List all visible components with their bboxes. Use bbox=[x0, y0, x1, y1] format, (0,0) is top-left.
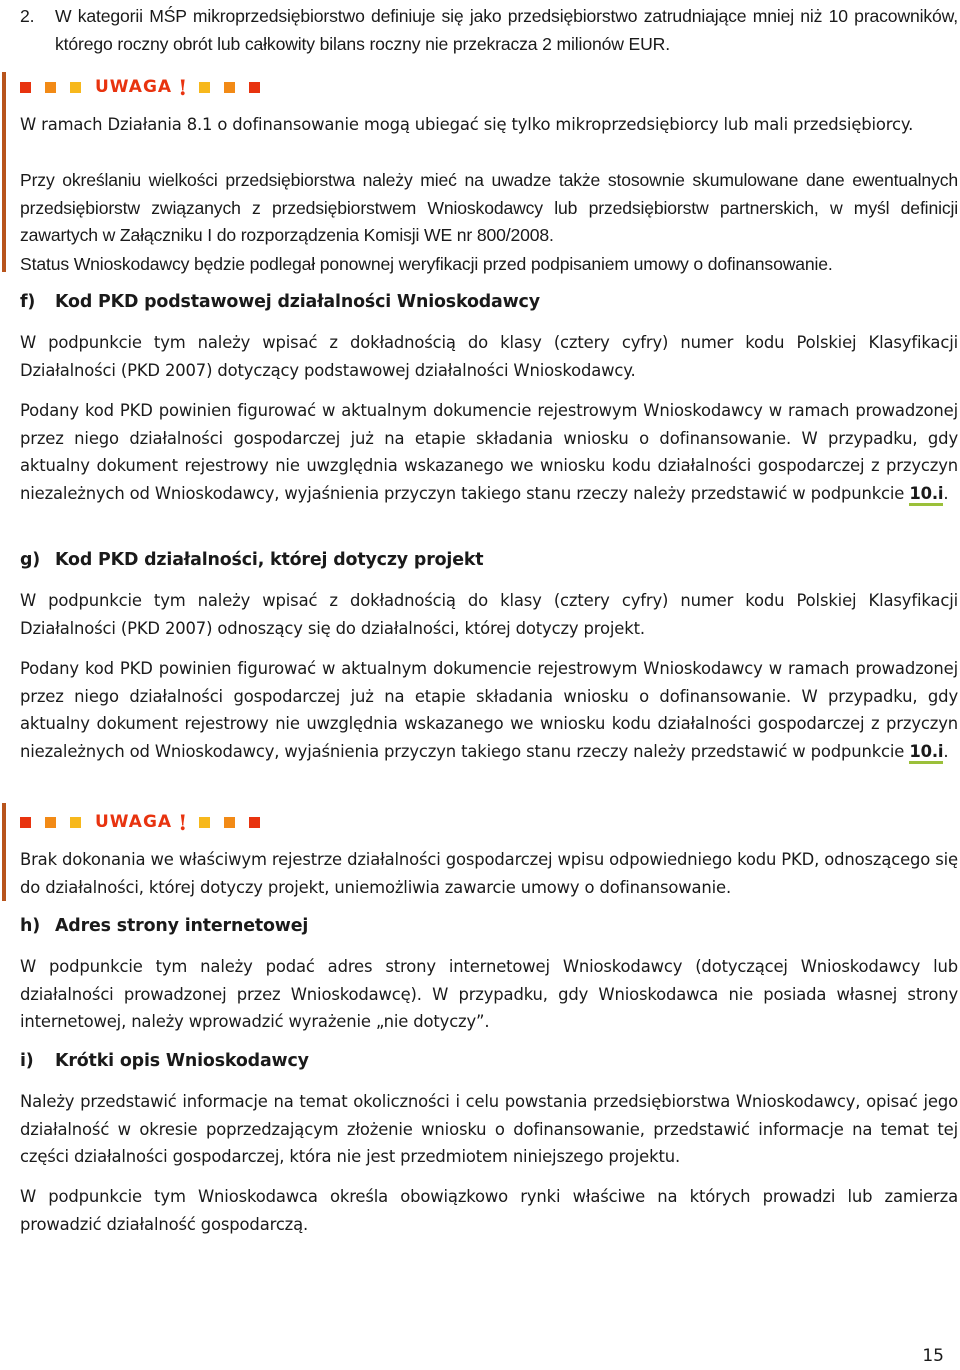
red-square-icon bbox=[20, 82, 31, 93]
yellow-square-icon bbox=[199, 817, 210, 828]
paragraph-text: Podany kod PKD powinien figurować w aktualnym dokumencie rejestrowym Wnioskodawcy w ramach prowadzonej przez niego działalności gospodarczej już na etapie składania wniosku o dofinansowanie. W przypadku, gdy aktualny dokument rejestrowy nie uwzględnia wskazanego we wniosku kodu działalności gospodarczej z przyczyn niezależnych od Wnioskodawcy, wyjaśnienia przyczyn takiego stanu rzeczy należy przedstawić w podpunkcie bbox=[20, 659, 958, 761]
section-letter: i) bbox=[20, 1051, 34, 1071]
uwaga1-paragraph-2: Przy określaniu wielkości przedsiębiorstwa należy mieć na uwadze także stosownie skumulowane dane ewentualnych przedsiębiorstw związanych z przedsiębiorstwem Wnioskodawcy lub przedsiębiorstw partnerskich, w myśl definicji zawartych w Załączniku I do rozporządzenia Komisji WE nr 800/2008. bbox=[20, 170, 958, 246]
orange-square-icon bbox=[224, 817, 235, 828]
yellow-square-icon bbox=[70, 817, 81, 828]
uwaga-banner bbox=[20, 76, 274, 98]
section-title: Kod PKD działalności, której dotyczy projekt bbox=[55, 550, 484, 570]
exclamation-icon: ! bbox=[178, 809, 188, 835]
note-bar bbox=[2, 72, 6, 272]
page-number: 15 bbox=[922, 1346, 944, 1366]
section-f-heading bbox=[20, 289, 958, 317]
section-h-paragraph-1: W podpunkcie tym należy podać adres strony internetowej Wnioskodawcy (dotyczącej Wnioskodawcy lub działalności prowadzonej przez Wnioskodawcę). W przypadku, gdy Wnioskodawca nie posiada własnej strony internetowej, należy wprowadzić wyrażenie „nie dotyczy”. bbox=[20, 957, 958, 1032]
section-i-paragraph-2: W podpunkcie tym Wnioskodawca określa obowiązkowo rynki właściwe na których prowadzi lub zamierza prowadzić działalność gospodarczą. bbox=[20, 1187, 958, 1234]
section-title: Kod PKD podstawowej działalności Wnioskodawcy bbox=[55, 292, 540, 312]
section-h-heading bbox=[20, 913, 958, 941]
section-g-paragraph-1: W podpunkcie tym należy wpisać z dokładnością do klasy (cztery cyfry) numer kodu Polskiej Klasyfikacji Działalności (PKD 2007) odnoszący się do działalności, której dotyczy projekt. bbox=[20, 591, 958, 638]
cross-reference-link[interactable]: 10.i bbox=[909, 742, 943, 764]
orange-square-icon bbox=[45, 82, 56, 93]
paragraph-end: . bbox=[943, 483, 949, 503]
uwaga-banner bbox=[20, 811, 274, 833]
section-i-heading bbox=[20, 1048, 958, 1076]
section-f-paragraph-2 bbox=[20, 397, 958, 507]
section-letter: h) bbox=[20, 916, 41, 936]
note-bar bbox=[2, 803, 6, 901]
list-item-text: W kategorii MŚP mikroprzedsiębiorstwo definiuje się jako przedsiębiorstwo zatrudniające mniej niż 10 pracowników, którego roczny obrót lub całkowity bilans roczny nie przekracza 2 milionów EUR. bbox=[55, 6, 958, 54]
uwaga-label: UWAGA bbox=[95, 77, 173, 97]
orange-square-icon bbox=[224, 82, 235, 93]
cross-reference-link[interactable]: 10.i bbox=[909, 484, 943, 506]
section-g-heading bbox=[20, 547, 958, 575]
uwaga1-paragraph-1: W ramach Działania 8.1 o dofinansowanie mogą ubiegać się tylko mikroprzedsiębiorcy lub mali przedsiębiorcy. bbox=[20, 115, 914, 134]
uwaga2-paragraph-1: Brak dokonania we właściwym rejestrze działalności gospodarczej wpisu odpowiedniego kodu PKD, odnoszącego się do działalności, której dotyczy projekt, uniemożliwia zawarcie umowy o dofinansowanie. bbox=[20, 850, 958, 897]
red-square-icon bbox=[249, 817, 260, 828]
uwaga-label: UWAGA bbox=[95, 812, 173, 832]
section-f-paragraph-1: W podpunkcie tym należy wpisać z dokładnością do klasy (cztery cyfry) numer kodu Polskiej Klasyfikacji Działalności (PKD 2007) dotyczący podstawowej działalności Wnioskodawcy. bbox=[20, 333, 958, 380]
list-item-2 bbox=[20, 3, 958, 58]
section-title: Adres strony internetowej bbox=[55, 916, 309, 936]
red-square-icon bbox=[249, 82, 260, 93]
list-number: 2. bbox=[20, 6, 35, 26]
section-g-paragraph-2 bbox=[20, 655, 958, 765]
orange-square-icon bbox=[45, 817, 56, 828]
paragraph-end: . bbox=[943, 741, 949, 761]
paragraph-text: Podany kod PKD powinien figurować w aktualnym dokumencie rejestrowym Wnioskodawcy w ramach prowadzonej przez niego działalności gospodarczej już na etapie składania wniosku o dofinansowanie. W przypadku, gdy aktualny dokument rejestrowy nie uwzględnia wskazanego we wniosku kodu działalności gospodarczej z przyczyn niezależnych od Wnioskodawcy, wyjaśnienia przyczyn takiego stanu rzeczy należy przedstawić w podpunkcie bbox=[20, 401, 958, 503]
exclamation-icon: ! bbox=[178, 74, 188, 100]
yellow-square-icon bbox=[70, 82, 81, 93]
red-square-icon bbox=[20, 817, 31, 828]
section-title: Krótki opis Wnioskodawcy bbox=[55, 1051, 309, 1071]
section-i-paragraph-1: Należy przedstawić informacje na temat okoliczności i celu powstania przedsiębiorstwa Wnioskodawcy, opisać jego działalność w okresie poprzedzającym złożenie wniosku o dofinansowanie, przedstawić informacje na temat tej części działalności gospodarczej, która nie jest przedmiotem niniejszego projektu. bbox=[20, 1092, 958, 1167]
section-letter: g) bbox=[20, 550, 41, 570]
section-letter: f) bbox=[20, 292, 36, 312]
yellow-square-icon bbox=[199, 82, 210, 93]
uwaga1-paragraph-3: Status Wnioskodawcy będzie podlegał ponownej weryfikacji przed podpisaniem umowy o dofinansowanie. bbox=[20, 254, 833, 274]
